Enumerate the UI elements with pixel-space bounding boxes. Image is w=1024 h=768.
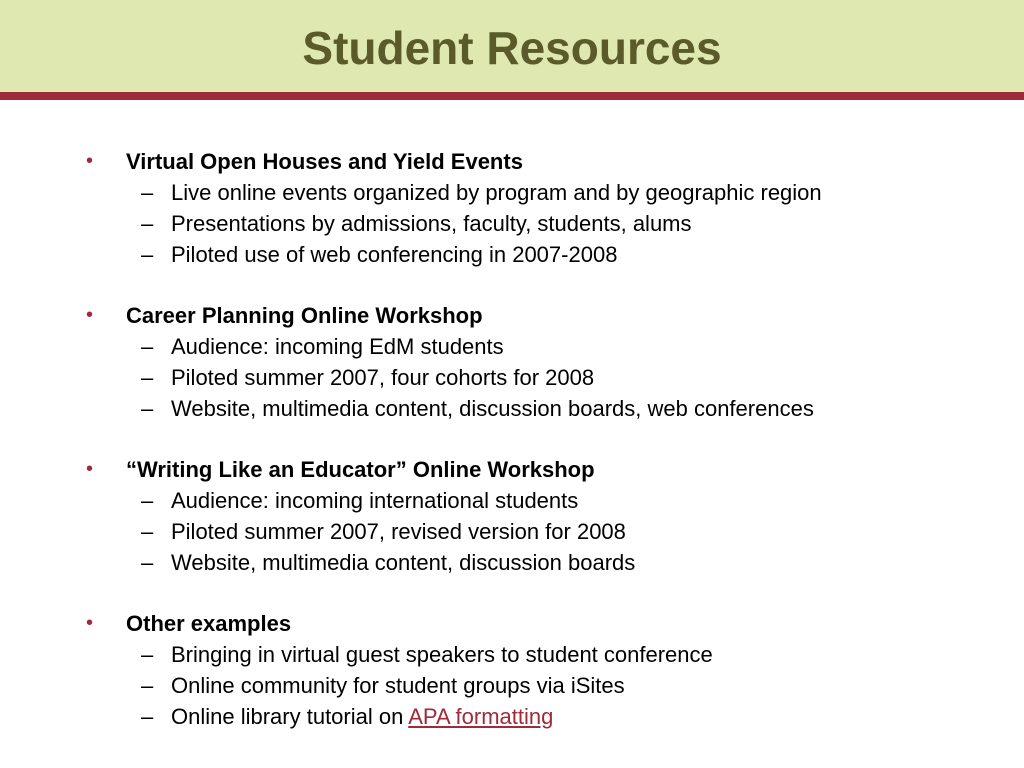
- sub-bullet: [0, 701, 1024, 732]
- sub-bullet-text: [171, 701, 553, 732]
- bullet-dot-icon: •: [86, 458, 94, 480]
- dash-icon: –: [141, 642, 154, 667]
- section-writing-workshop: [0, 454, 1024, 578]
- sub-bullet-text: Piloted use of web conferencing in 2007-2008: [171, 242, 618, 267]
- sub-bullet: [0, 639, 1024, 670]
- sub-bullet-text: Bringing in virtual guest speakers to student conference: [171, 642, 713, 667]
- sub-bullet-text: Audience: incoming EdM students: [171, 334, 504, 359]
- slide-content: [0, 146, 1024, 762]
- dash-icon: –: [141, 704, 154, 729]
- sub-bullet-text: Audience: incoming international students: [171, 488, 579, 513]
- section-other-examples: [0, 608, 1024, 732]
- bullet-dot-icon: •: [86, 612, 94, 634]
- sub-bullet-text: Presentations by admissions, faculty, students, alums: [171, 211, 692, 236]
- dash-icon: –: [141, 211, 154, 236]
- bullet: [0, 608, 1024, 639]
- sub-bullet: [0, 485, 1024, 516]
- sub-bullet-text: Website, multimedia content, discussion boards, web conferences: [171, 396, 814, 421]
- sub-bullet-text: Piloted summer 2007, four cohorts for 2008: [171, 365, 595, 390]
- dash-icon: –: [141, 180, 154, 205]
- dash-icon: –: [141, 488, 154, 513]
- bullet: [0, 454, 1024, 485]
- sub-bullet: [0, 516, 1024, 547]
- sub-bullet-text: Website, multimedia content, discussion boards: [171, 550, 636, 575]
- bullet-heading: Virtual Open Houses and Yield Events: [126, 149, 523, 174]
- bullet-dot-icon: •: [86, 150, 94, 172]
- section-virtual-open-houses: [0, 146, 1024, 270]
- sub-bullet: [0, 177, 1024, 208]
- sub-bullet: [0, 547, 1024, 578]
- bullet-dot-icon: •: [86, 304, 94, 326]
- sub-bullet: [0, 208, 1024, 239]
- sub-bullet-text: Piloted summer 2007, revised version for 2008: [171, 519, 626, 544]
- sub-bullet-prefix: Online library tutorial on: [171, 704, 409, 729]
- bullet: [0, 300, 1024, 331]
- title-divider: [0, 92, 1024, 100]
- sub-bullet-text: Live online events organized by program and by geographic region: [171, 180, 822, 205]
- slide-title: Student Resources: [302, 22, 722, 74]
- bullet-heading: “Writing Like an Educator” Online Workshop: [126, 457, 595, 482]
- sub-bullet: [0, 362, 1024, 393]
- dash-icon: –: [141, 365, 154, 390]
- section-career-planning: [0, 300, 1024, 424]
- bullet-heading: Career Planning Online Workshop: [126, 303, 483, 328]
- dash-icon: –: [141, 334, 154, 359]
- sub-bullet-text: Online community for student groups via iSites: [171, 673, 625, 698]
- bullet-heading: Other examples: [126, 611, 292, 636]
- dash-icon: –: [141, 673, 154, 698]
- dash-icon: –: [141, 242, 154, 267]
- dash-icon: –: [141, 396, 154, 421]
- apa-formatting-link[interactable]: APA formatting: [408, 704, 554, 729]
- dash-icon: –: [141, 519, 154, 544]
- sub-bullet: [0, 239, 1024, 270]
- sub-bullet: [0, 670, 1024, 701]
- dash-icon: –: [141, 550, 154, 575]
- sub-bullet: [0, 393, 1024, 424]
- sub-bullet: [0, 331, 1024, 362]
- bullet: [0, 146, 1024, 177]
